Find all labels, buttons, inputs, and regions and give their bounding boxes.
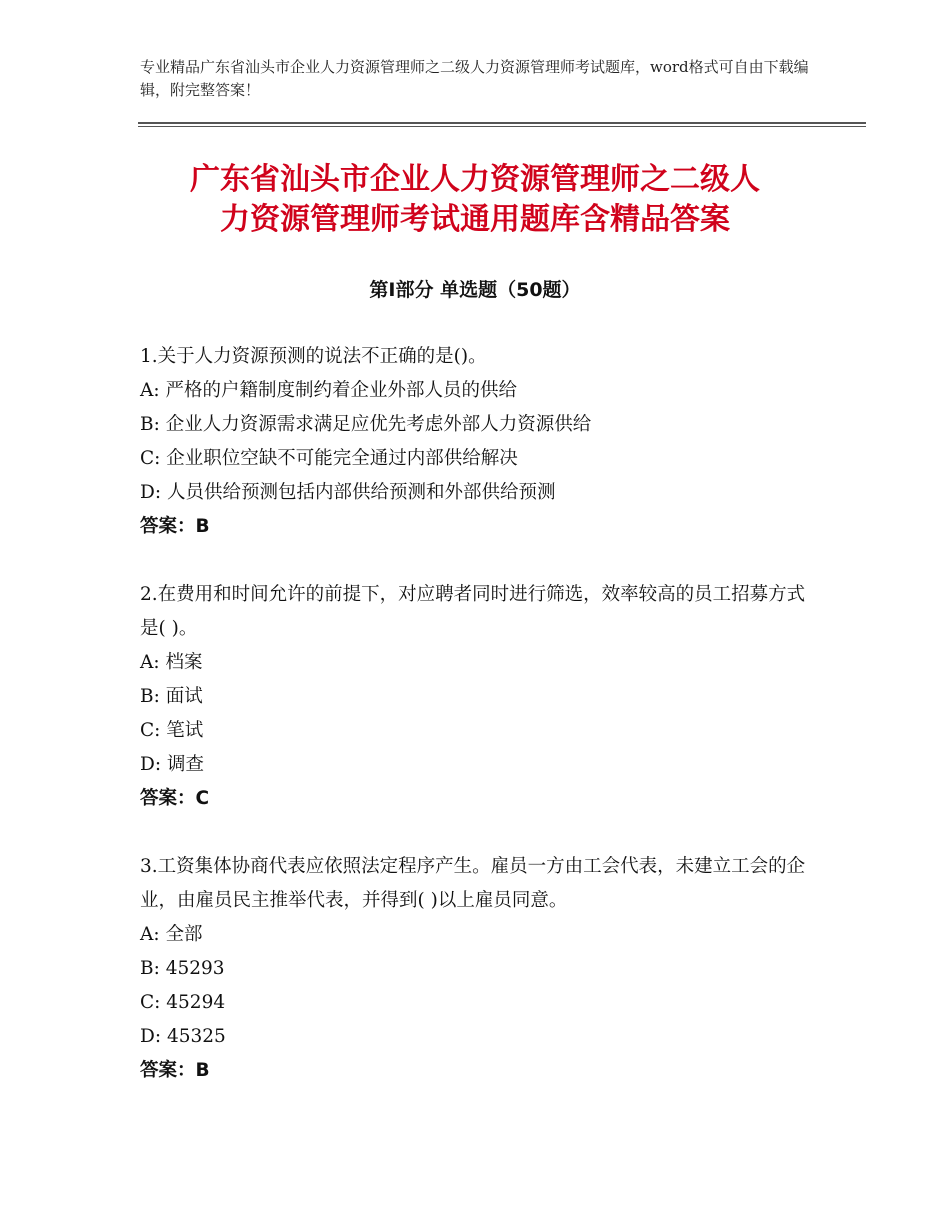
header-note: 专业精品广东省汕头市企业人力资源管理师之二级人力资源管理师考试题库，word格式可自由下载编辑，附完整答案！ [140,58,809,99]
option-b: B: 企业人力资源需求满足应优先考虑外部人力资源供给 [140,414,592,435]
option-c: C: 企业职位空缺不可能完全通过内部供给解决 [140,448,518,469]
question-3 [140,850,820,1088]
title-line-2: 力资源管理师考试通用题库含精品答案 [220,202,730,237]
answer: 答案：B [140,516,210,537]
title-line-1: 广东省汕头市企业人力资源管理师之二级人 [190,162,760,197]
section-heading: 第Ⅰ部分 单选题（50题） [369,279,581,301]
answer: 答案：C [140,788,210,809]
option-a: A: 档案 [140,652,203,673]
question-stem: 1.关于人力资源预测的说法不正确的是()。 [140,346,487,367]
question-1 [140,340,820,544]
question-stem: 3.工资集体协商代表应依照法定程序产生。雇员一方由工会代表，未建立工会的企业，由雇员民主推举代表，并得到( )以上雇员同意。 [140,856,806,911]
option-a: A: 全部 [140,924,203,945]
option-b: B: 面试 [140,686,203,707]
question-2 [140,578,820,816]
option-c: C: 笔试 [140,720,204,741]
option-c: C: 45294 [140,992,226,1013]
header-divider-thin [138,126,866,127]
question-stem: 2.在费用和时间允许的前提下，对应聘者同时进行筛选，效率较高的员工招募方式是( )。 [140,584,806,639]
option-b: B: 45293 [140,958,225,979]
option-a: A: 严格的户籍制度制约着企业外部人员的供给 [140,380,517,401]
document-title [120,160,830,240]
option-d: D: 45325 [140,1026,226,1047]
question-list [140,340,820,1122]
option-d: D: 人员供给预测包括内部供给预测和外部供给预测 [140,482,556,503]
option-d: D: 调查 [140,754,204,775]
answer: 答案：B [140,1060,210,1081]
header-divider-thick [138,122,866,124]
